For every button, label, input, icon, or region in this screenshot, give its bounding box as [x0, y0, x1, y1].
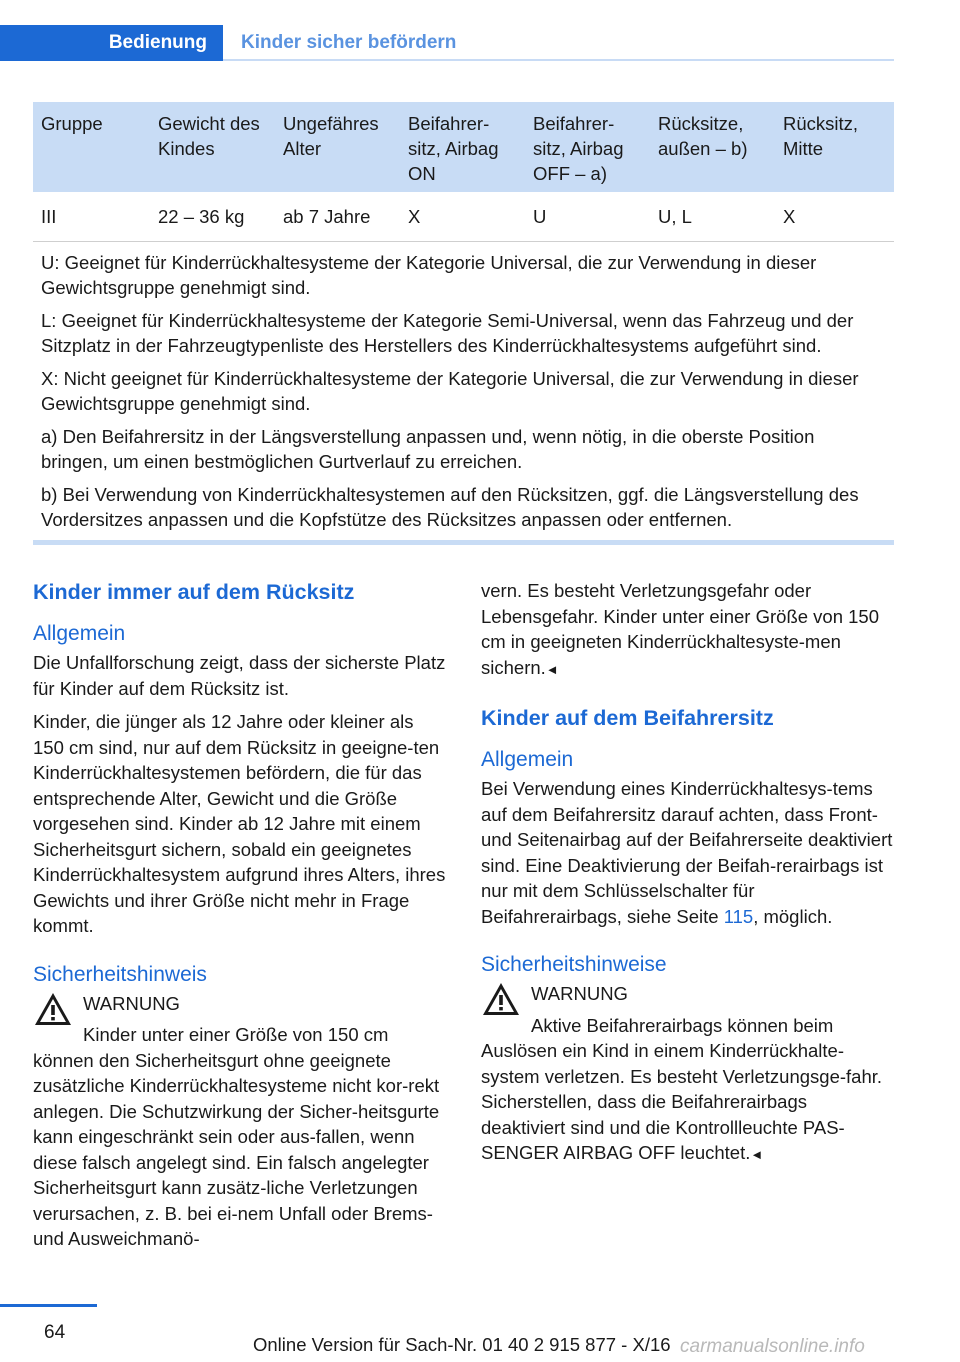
- page-header: [0, 25, 894, 61]
- table-row: [33, 192, 894, 242]
- table-header-row: [33, 102, 894, 192]
- paragraph-text: , möglich.: [753, 905, 833, 927]
- table-header-cell: Ungefähres Alter: [283, 113, 379, 159]
- table-note: a) Den Beifahrersitz in der Längsverstellung anpassen und, wenn nötig, in die oberste Position bringen, um einen bestmöglichen Gurtverlauf zu erreichen.: [41, 426, 815, 472]
- page-link[interactable]: 115: [723, 905, 754, 927]
- table-note: X: Nicht geeignet für Kinderrückhaltesysteme der Kategorie Universal, die zur Verwendung in dieser Gewichtsgruppe genehmigt sind.: [41, 368, 859, 414]
- table-cell: X: [783, 206, 796, 227]
- paragraph-text: Bei Verwendung eines Kinderrückhaltesys-tems auf dem Beifahrersitz darauf achten, dass Front- und Seitenairbag auf der Beifahrerseite deaktiviert sind. Eine Deaktivierung der Beifah-rerairbags ist nur mit dem Schlüsselschalter für Beifahrerairbags, siehe Seite: [481, 778, 893, 927]
- subheading-general: Allgemein: [481, 748, 574, 771]
- table-header-cell: Rücksitz, Mitte: [783, 113, 859, 159]
- paragraph: Die Unfallforschung zeigt, dass der sicherste Platz für Kinder auf dem Rücksitz ist.: [33, 652, 446, 699]
- table-header-cell: Beifahrer-sitz, Airbag ON: [408, 113, 499, 184]
- table-note: U: Geeignet für Kinderrückhaltesysteme der Kategorie Universal, die zur Verwendung in dieser Gewichtsgruppe genehmigt sind.: [41, 252, 817, 298]
- child-seat-table: [33, 102, 894, 545]
- table-header-cell: Beifahrer-sitz, Airbag OFF – a): [533, 113, 624, 184]
- subheading-safety: Sicherheitshinweis: [33, 962, 207, 986]
- table-cell: U: [533, 206, 547, 227]
- left-column: [33, 578, 447, 1252]
- warning-triangle-icon: [481, 981, 521, 1017]
- subheading-general: Allgemein: [33, 622, 126, 645]
- table-cell: 22 – 36 kg: [158, 206, 245, 227]
- table-header-cell: Gruppe: [41, 113, 103, 134]
- tab-bedienung[interactable]: Bedienung: [0, 25, 223, 61]
- table-cell: III: [41, 206, 57, 227]
- section-title[interactable]: Kinder sicher befördern: [241, 32, 457, 53]
- continued-text: vern. Es besteht Verletzungsgefahr oder Lebensgefahr. Kinder unter einer Größe von 150 cm in geeigneten Kinderrückhaltesyste-men sichern.: [481, 580, 880, 678]
- warning-text-continued: [481, 1038, 895, 1168]
- warning-text: Aktive Beifahrerairbags können beim: [531, 1014, 834, 1036]
- warning-title: WARNUNG: [83, 992, 180, 1014]
- watermark: carmanualsonline.info: [680, 1336, 865, 1357]
- page-number: 64: [44, 1322, 66, 1343]
- table-note: b) Bei Verwendung von Kinderrückhaltesystemen auf den Rücksitzen, ggf. die Längsverstellung des Vordersitzes anpassen und die Kopfstütze des Rücksitzes anpassen oder entfernen.: [41, 484, 859, 530]
- end-mark: ◄: [750, 1147, 764, 1162]
- table-cell: U, L: [658, 206, 692, 227]
- table-cell: ab 7 Jahre: [283, 206, 371, 227]
- table-header-cell: Gewicht des Kindes: [158, 113, 260, 159]
- online-version-note: Online Version für Sach-Nr. 01 40 2 915 877 - X/16: [253, 1334, 671, 1355]
- warning-title: WARNUNG: [531, 983, 628, 1004]
- warning-block: [481, 981, 895, 1168]
- warning-block: [33, 991, 447, 1252]
- section-heading: Kinder auf dem Beifahrersitz: [481, 706, 774, 730]
- header-divider: [223, 59, 894, 61]
- section-heading: Kinder immer auf dem Rücksitz: [33, 580, 355, 604]
- paragraph: Kinder, die jünger als 12 Jahre oder kleiner als 150 cm sind, nur auf dem Rücksitz in geeigne-ten Kinderrückhaltesystemen befördern, die für das entsprechende Alter, Gewicht und die Größe vorgesehen sind. Kinder ab 12 Jahre mit einem Sicherheitsgurt sichern, sobald ein geeignetes Kinderrückhaltesystem aufgrund ihres Alters, ihres Gewichts und ihrer Größe nicht mehr in Frage kommt.: [33, 711, 446, 936]
- warning-text-continued: können den Sicherheitsgurt ohne geeignete zusätzliche Kinderrückhaltesysteme nicht kor-rekt anlegen. Die Schutzwirkung der Sicher-heitsgurte kann eingeschränkt sein oder aus-fallen, wenn diese falsch angelegt sind. Ein falsch angelegter Sicherheitsgurt kann zusätz-liche Verletzungen verursachen, z. B. bei ei-nem Unfall oder Brems- und Ausweichmanö-: [33, 1049, 440, 1249]
- footer-rule: [0, 1304, 97, 1307]
- table-note: L: Geeignet für Kinderrückhaltesysteme der Kategorie Semi-Universal, wenn das Fahrzeug und der Sitzplatz in der Fahrzeugtypenliste des Herstellers des Kinderrückhaltesystems aufgeführt sind.: [41, 310, 854, 356]
- table-header-cell: Rücksitze, außen – b): [658, 113, 748, 159]
- right-column: [481, 578, 895, 1168]
- paragraph: [481, 578, 895, 682]
- warning-text-rest: Auslösen ein Kind in einem Kinderrückhalte-system verletzen. Es besteht Verletzungsge-fahr. Sicherstellen, dass die Beifahrerairbags deaktiviert sind und die Kontrollleuchte PAS-SENGER AIRBAG OFF leuchtet.: [481, 1040, 883, 1163]
- table-cell: X: [408, 206, 421, 227]
- warning-text: Kinder unter einer Größe von 150 cm: [83, 1024, 389, 1045]
- subheading-safety: Sicherheitshinweise: [481, 953, 667, 976]
- end-mark: ◄: [545, 661, 559, 677]
- paragraph: [481, 776, 895, 929]
- table-notes: [33, 242, 894, 532]
- table-bottom-rule: [33, 540, 894, 545]
- warning-triangle-icon: [33, 991, 73, 1027]
